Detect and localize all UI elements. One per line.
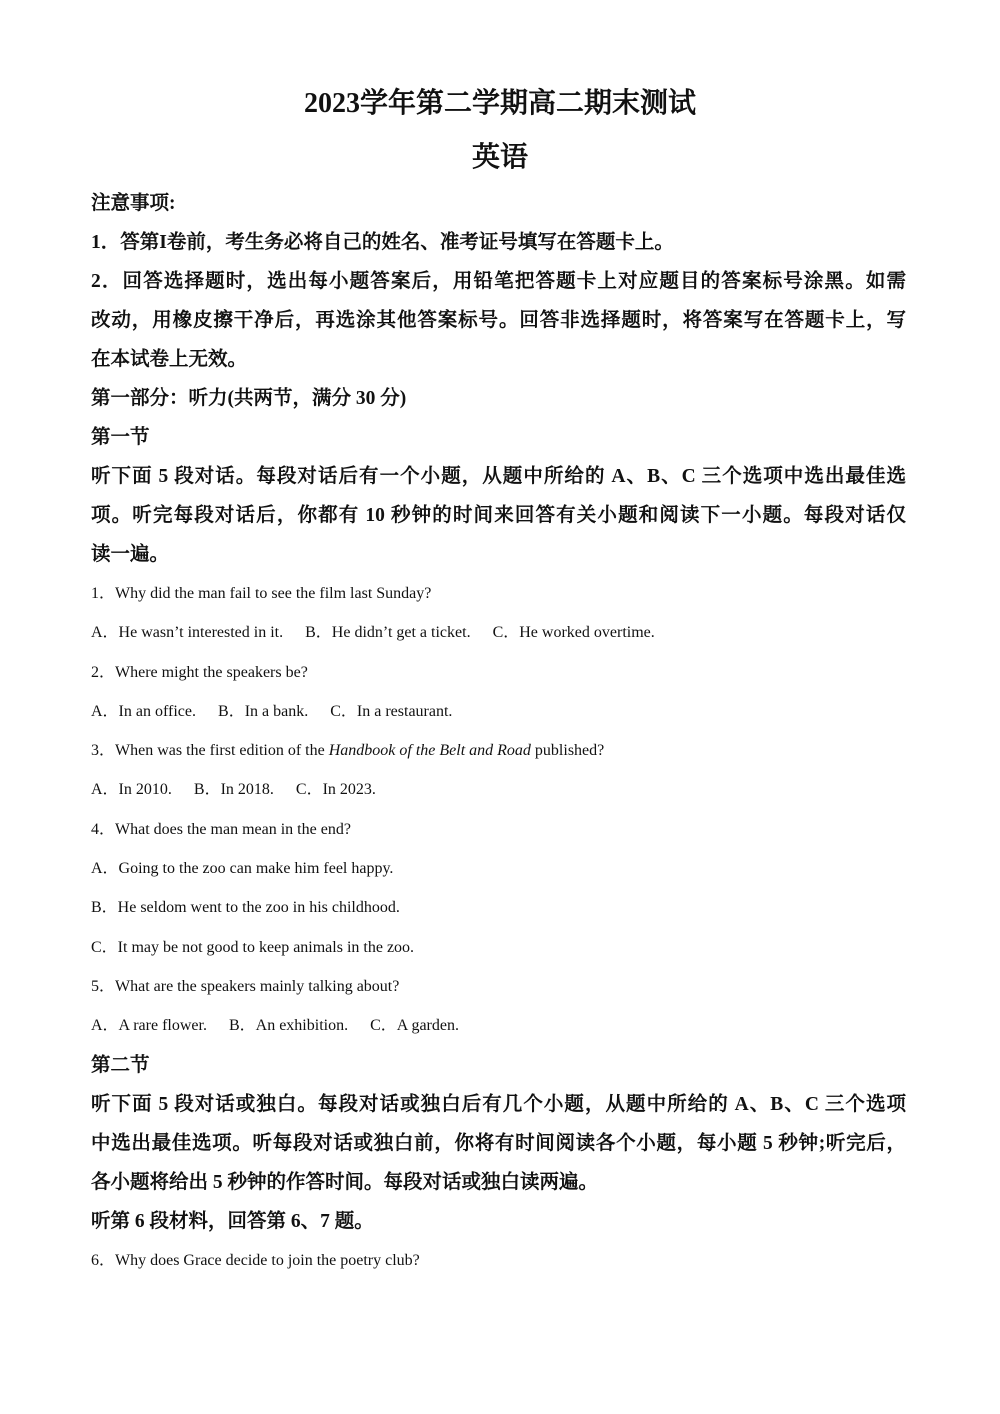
notice-heading: 注意事项: (91, 193, 176, 214)
option-a: A．Going to the zoo can make him feel happy. (91, 860, 394, 878)
question-1-options (91, 613, 906, 652)
notice-item-1: 1．答第I卷前，考生务必将自己的姓名、准考证号填写在答题卡上。 (91, 232, 674, 253)
option-a: A．A rare flower. (91, 1017, 207, 1035)
section2-heading: 第二节 (91, 1054, 150, 1076)
book-title: Handbook of the Belt and Road (328, 742, 531, 760)
section2-instruction-line-3: 各小题将给出 5 秒钟的作答时间。每段对话或独白读两遍。 (91, 1171, 599, 1193)
option-a: A．He wasn’t interested in it. (91, 624, 284, 642)
option-b: B．He seldom went to the zoo in his childhood. (91, 899, 400, 917)
option-c: C．In a restaurant. (330, 702, 453, 720)
option-a: A．In 2010. (91, 781, 172, 799)
notice-item-2-line-1: 2．回答选择题时，选出每小题答案后，用铅笔把答题卡上对应题目的答案标号涂黑。如需 (91, 271, 906, 292)
exam-title: 2023学年第二学期高二期末测试 (303, 88, 696, 119)
subject-title: 英语 (471, 142, 528, 173)
section2-instruction-line-2: 中选出最佳选项。听每段对话或独白前，你将有时间阅读各个小题，每小题 5 秒钟;听完后， (91, 1132, 906, 1154)
question-2: 2．Where might the speakers be? (91, 663, 308, 681)
question-3-text-end: published? (530, 742, 605, 760)
question-2-options (91, 692, 906, 731)
option-c: C．A garden. (370, 1017, 459, 1035)
question-6: 6．Why does Grace decide to join the poetry club? (91, 1251, 420, 1269)
question-5: 5．What are the speakers mainly talking about? (91, 977, 400, 995)
option-c: C．He worked overtime. (492, 624, 655, 642)
option-b: B．In a bank. (218, 702, 309, 720)
option-b: B．He didn’t get a ticket. (305, 624, 471, 642)
option-c: C．It may be not good to keep animals in the zoo. (91, 938, 415, 956)
option-c: C．In 2023. (295, 781, 376, 799)
question-3 (91, 731, 906, 770)
notice-item-2-line-3: 在本试卷上无效。 (91, 349, 248, 370)
question-5-options (91, 1006, 906, 1045)
question-3-text-start: 3．When was the first edition of the (91, 742, 329, 760)
section1-instruction-line-2: 项。听完每段对话后，你都有 10 秒钟的时间来回答有关小题和阅读下一小题。每段对话仅 (91, 505, 906, 526)
question-3-options (91, 770, 906, 809)
notice-item-2-line-2: 改动，用橡皮擦干净后，再选涂其他答案标号。回答非选择题时，将答案写在答题卡上，写 (91, 310, 906, 331)
section1-instruction-line-3: 读一遍。 (91, 544, 170, 565)
section2-instruction-line-1: 听下面 5 段对话或独白。每段对话或独白后有几个小题，从题中所给的 A、B、C 三个选项 (91, 1093, 906, 1115)
material-6-heading: 听第 6 段材料，回答第 6、7 题。 (91, 1210, 374, 1232)
question-1: 1．Why did the man fail to see the film last Sunday? (91, 585, 432, 602)
option-b: B．An exhibition. (228, 1017, 349, 1035)
option-a: A．In an office. (91, 702, 197, 720)
exam-content (91, 184, 906, 1280)
option-b: B．In 2018. (193, 781, 274, 799)
section1-instruction-line-1: 听下面 5 段对话。每段对话后有一个小题，从题中所给的 A、B、C 三个选项中选出最佳选 (91, 466, 906, 487)
section1-heading: 第一节 (91, 427, 150, 448)
question-4: 4．What does the man mean in the end? (91, 820, 351, 838)
part1-heading: 第一部分：听力(共两节，满分 30 分) (91, 388, 407, 409)
